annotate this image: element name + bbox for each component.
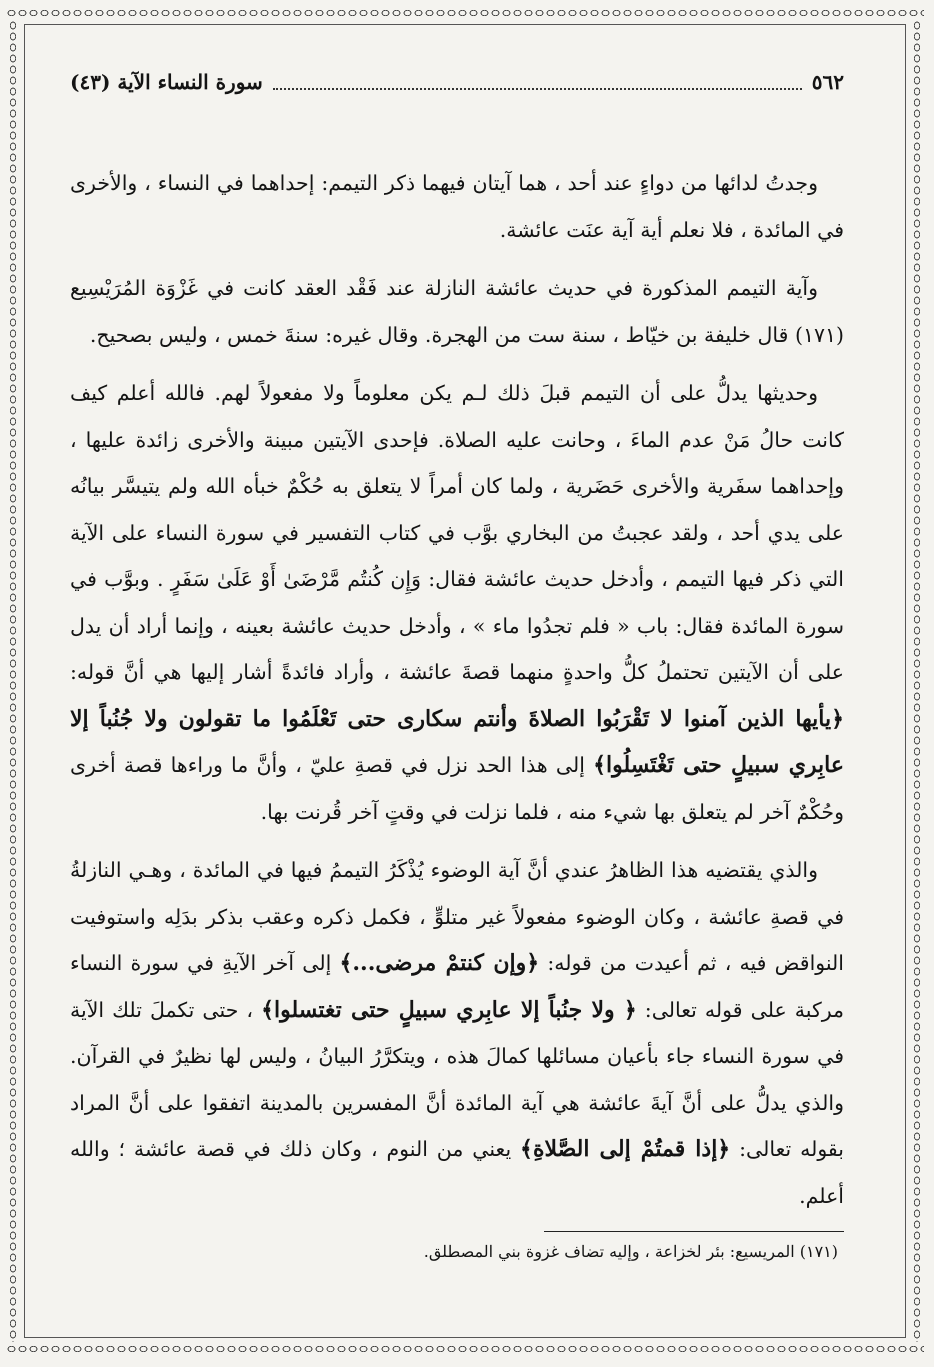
paragraph-text: إلى آخر الآيةِ في سورة النساء مركبة على قوله تعالى: xyxy=(70,951,845,1022)
leader-dots xyxy=(273,74,802,90)
paragraph-text: يعني من النوم ، وكان ذلك في قصة عائشة ؛ والله أعلم. xyxy=(70,1137,844,1208)
footnote: (١٧١) المريسيع: بئر لخزاعة ، وإليه تضاف غزوة بني المصطلق. xyxy=(423,1242,838,1261)
quran-quote: ﴿ ولا جنُباً إلا عابِري سبيلٍ حتى تغتسلوا﴾ xyxy=(261,996,637,1023)
paragraph xyxy=(70,265,844,358)
chapter-title: سورة النساء الآية (٤٣) xyxy=(70,70,263,94)
paragraph xyxy=(70,847,844,1219)
paragraph-text: ، حتى تكملَ تلك الآية في سورة النساء جاء بأعيان مسائلها كمالَ هذه ، ويتكرَّرُ البيانُ ، وليس لها نظيرٌ في القرآن. والذي يدلُّ على أنَّ آيةَ عائشة هي آية المائدة أنَّ المفسرين بالمدينة اتفقوا على أنَّ المراد بقوله تعالى: xyxy=(70,997,844,1161)
paragraph-text: قال خليفة بن خيّاط ، سنة ست من الهجرة. وقال غيره: سنةَ خمس ، وليس بصحيح. xyxy=(89,322,789,347)
quran-quote: ﴿وإن كنتمْ مرضى...﴾ xyxy=(339,950,540,976)
border-left xyxy=(6,20,20,1342)
paragraph-text: وآية التيمم المذكورة في حديث عائشة النازلة عند فَقْد العقد كانت في غَزْوَة المُرَيْسِيع xyxy=(70,276,818,300)
paragraph-text: وحديثها يدلُّ على أن التيمم قبلَ ذلك لـم يكن معلوماً ولا مفعولاً لهم. فالله أعلم كيف كانت حالُ مَنْ عدم الماءَ ، وحانت عليه الصلاة. فإحدى الآيتين مبينة والأخرى زائدة عليها ، وإحداهما سفَرية والأخرى حَضَرية ، ولما كان أمراً لا يتعلق به حُكْمٌ خبأه الله ولم يتيسَّر بيانُه على يدي أحد ، ولقد عجبتُ من البخاري بوَّب في كتاب التفسير في سورة النساء على الآية التي ذكر فيها التيمم ، وأدخل حديث عائشة فقال: وَإِن كُنتُم مَّرْضَىٰ أَوْ عَلَىٰ سَفَرٍ . وبوَّب في سورة المائدة فقال: باب « فلم تجدُوا ماء » ، وأدخل حديث عائشة بعينه ، وإنما أراد أن يدل على أن الآيتين تحتملُ كلُّ واحدةٍ منهما قصةَ عائشة ، وأراد فائدةً أشار إليها هي أنَّ قوله: xyxy=(70,381,844,684)
border-right xyxy=(910,20,924,1342)
paragraph-text: (١٧١) xyxy=(788,322,844,347)
body-text xyxy=(70,160,844,1219)
border-top xyxy=(6,6,924,20)
book-page xyxy=(70,60,844,1330)
page-number: ٥٦٢ xyxy=(811,70,844,94)
footnote-separator xyxy=(544,1231,844,1232)
paragraph xyxy=(70,160,844,253)
running-header xyxy=(70,60,844,104)
paragraph-text: إلى هذا الحد نزل في قصةِ عليّ ، وأنَّ ما وراءها قصة أخرى وحُكْمٌ آخر لم يتعلق بها شيء منه ، فلما نزلت في وقتٍ آخر قُرنت بها. xyxy=(70,753,844,824)
quran-quote: ﴿إذا قمتُمْ إلى الصَّلاةِ﴾ xyxy=(520,1136,731,1162)
quran-quote: ﴿يأيها الذين آمنوا لا تَقْرَبُوا الصلاةَ وأنتم سكارى حتى تَعْلَمُوا ما تقولون ولا جُنُباً إلا عابِري سبيلٍ حتى تَغْتَسِلُوا﴾ xyxy=(70,705,845,778)
paragraph-text: وجدتُ لدائها من دواءٍ عند أحد ، هما آيتان فيهما ذكر التيمم: إحداهما في النساء ، والأخرى في المائدة ، فلا نعلم أية آية عنَت عائشة. xyxy=(70,171,844,242)
border-bottom xyxy=(6,1342,924,1356)
paragraph xyxy=(70,370,844,835)
paragraph-text: والذي يقتضيه هذا الظاهرُ عندي أنَّ آية الوضوء يُذْكَرُ التيممُ فيها في المائدة ، وهـي النازلةُ في قصةِ عائشة ، وكان الوضوء مفعولاً غير متلوٍّ ، فكمل ذكره وعقب بذكر بدَلِه واستوفيت النواقض فيه ، ثم أعيدت من قوله: xyxy=(70,858,844,975)
